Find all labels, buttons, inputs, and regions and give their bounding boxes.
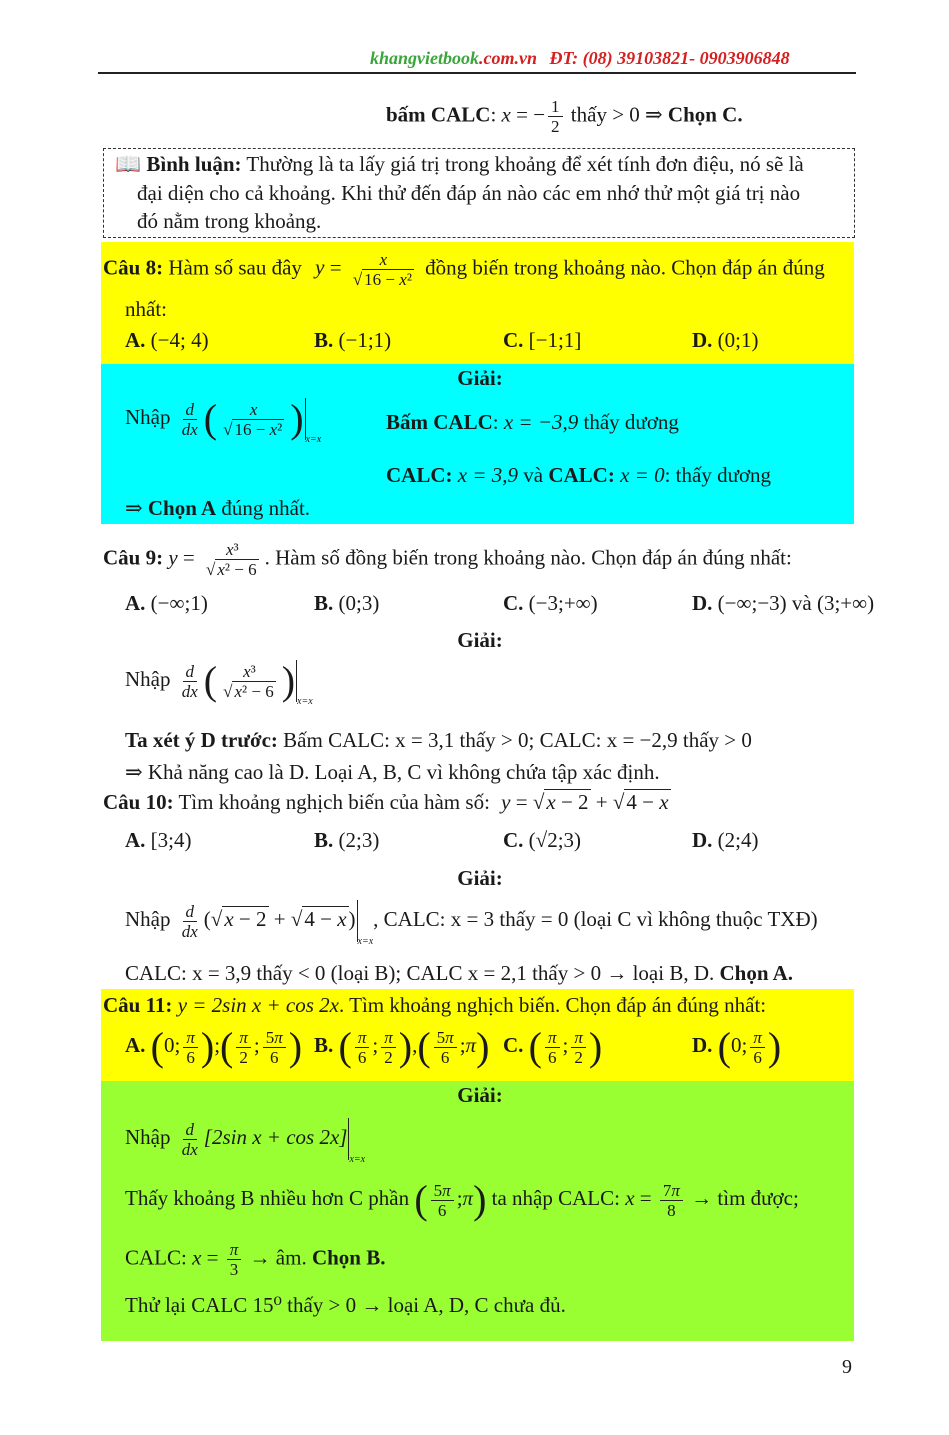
page-header [370, 48, 790, 69]
q8-text-2: đồng biến trong khoảng nào. Chọn đáp án đúng [425, 255, 825, 280]
q11-option-d[interactable]: D. (0; $\frac{\pi}{6}$ ) [692, 1024, 782, 1069]
q8-solution-title: Giải: [457, 366, 503, 390]
q11-option-b[interactable]: B. ( $\frac{\pi}{6}$ ; $\frac{\pi}{2}$ ),( $\frac{5\pi}{6}$ ;π) [314, 1024, 490, 1069]
q11-solution-title: Giải: [457, 1083, 503, 1107]
header-rule [98, 72, 856, 74]
q11-line-3: CALC: x = $\frac{\pi}{3}$ → âm. Chọn B. [125, 1240, 386, 1279]
q9-option-a[interactable]: A. (−∞;1) [125, 591, 208, 615]
q10-option-d[interactable]: D. (2;4) [692, 828, 759, 852]
q9-conclusion: ⇒ Khả năng cao là D. Loại A, B, C vì không chứa tập xác định. [125, 760, 660, 784]
q8-text-3: nhất: [125, 297, 167, 321]
q8-option-a[interactable]: A. (−4; 4) [125, 328, 209, 352]
book-icon: 📖 [115, 152, 142, 176]
q11-option-a[interactable]: A. (0; $\frac{\pi}{6}$ );( $\frac{\pi}{2}$ ; $\frac{5\pi}{6}$ ) [125, 1024, 303, 1069]
q8-calc-1: Bấm CALC: x = −3,9 thấy dương [386, 410, 679, 434]
q9-solution-title: Giải: [457, 628, 503, 652]
q9-option-d[interactable]: D. (−∞;−3) và (3;+∞) [692, 591, 875, 615]
q10-label: Câu 10: [103, 790, 174, 814]
q8-option-d[interactable]: D. (0;1) [692, 328, 759, 352]
q10-derivative: Nhập $\frac{d}{dx}$ $(√x - 2 + √4 - x)_{x=x}$, CALC: x = 3 thấy = 0 (loại C vì không thuộc TXĐ) [125, 901, 818, 947]
comment-line-1 [115, 152, 804, 177]
page-number: 9 [842, 1356, 852, 1378]
q8-text-1: Hàm số sau đây [168, 255, 302, 280]
comment-text-2: đại diện cho cả khoảng. Khi thử đến đáp án nào các em nhớ thử một giá trị nào [137, 181, 801, 205]
q11-line-2: Thấy khoảng B nhiều hơn C phần ( $\frac{5\pi}{6}$ ;π) ta nhập CALC: x = $\frac{7\pi}{8}$ → tìm được; [125, 1177, 799, 1222]
comment-text-1: Thường là ta lấy giá trị trong khoảng để xét tính đơn điệu, nó sẽ là [246, 152, 804, 176]
q11-label: Câu 11: [103, 993, 173, 1017]
q10-option-b[interactable]: B. (2;3) [314, 828, 380, 852]
q10-calc-2: CALC: x = 3,9 thấy < 0 (loại B); CALC x = 2,1 thấy > 0 → loại B, D. Chọn A. [125, 961, 794, 985]
prev-lead: bấm CALC [386, 102, 491, 127]
q11-option-c[interactable]: C. ( $\frac{\pi}{6}$ ; $\frac{\pi}{2}$ ) [503, 1024, 603, 1069]
comment-text-3: đó nằm trong khoảng. [137, 209, 322, 233]
q9-check: Ta xét ý D trước: Bấm CALC: x = 3,1 thấy > 0; CALC: x = −2,9 thấy > 0 [125, 728, 752, 752]
q9-label: Câu 9: [103, 545, 164, 570]
q10-option-a[interactable]: A. [3;4) [125, 828, 192, 852]
q8-derivative: Nhập $\frac{d}{dx}$ ( $\frac{x}{\text{√ 16 − x²}}$ ) $_{x=x}$ [125, 396, 322, 445]
q11-line-4: Thử lại CALC 15⁰ thấy > 0 → loại A, D, C chưa đủ. [125, 1293, 566, 1317]
prev-answer: Chọn C. [667, 102, 743, 127]
brand-domain: .com.vn [479, 48, 538, 68]
q9-derivative: Nhập $\frac{d}{dx}$ ( $\frac{\text{x³}}{\text{√ x² − 6}}$ ) $_{x=x}$ [125, 658, 313, 707]
comment-label: Bình luận: [146, 152, 242, 176]
q8-calc-2: CALC: x = 3,9 và CALC: x = 0: thấy dương [386, 463, 772, 487]
q9-stem: Câu 9: y = $\frac{\text{x³}}{\text{√ x² − 6}}$ . Hàm số đồng biến trong khoảng nào. Chọn đáp án đúng nhất: [103, 540, 792, 579]
q9-option-b[interactable]: B. (0;3) [314, 591, 380, 615]
q10-stem: Câu 10: Tìm khoảng nghịch biến của hàm số: y = √x − 2 + √4 − x [103, 790, 669, 814]
prev-tail: thấy > 0 ⇒ [570, 102, 663, 127]
q8-option-b[interactable]: B. (−1;1) [314, 328, 392, 352]
q10-solution-title: Giải: [457, 866, 503, 890]
q9-option-c[interactable]: C. (−3;+∞) [503, 591, 598, 615]
q8-option-c[interactable]: C. [−1;1] [503, 328, 582, 352]
q8-conclusion: ⇒ Chọn A đúng nhất. [125, 496, 311, 520]
q8-stem: Câu 8: Hàm số sau đây y = $\frac{x}{\text{√ 16 − x²}}$ đồng biến trong khoảng nào. Chọn đáp án đúng [103, 250, 825, 289]
q8-label: Câu 8: [103, 255, 164, 280]
phone-text: ĐT: (08) 39103821- 0903906848 [549, 48, 790, 68]
q11-stem: Câu 11: y = 2sin x + cos 2x. Tìm khoảng nghịch biến. Chọn đáp án đúng nhất: [103, 993, 767, 1017]
prev-answer-line: bấm CALC: x = − $\frac{1}{2}$ thấy > 0 ⇒ Chọn C. [386, 97, 743, 136]
q11-derivative: Nhập $\frac{d}{dx}$ [2sin $x + \cos 2x]_{x=x}$ [125, 1119, 366, 1165]
brand-name: khangvietbook [370, 48, 480, 68]
q10-option-c[interactable]: C. (√2;3) [503, 828, 582, 852]
